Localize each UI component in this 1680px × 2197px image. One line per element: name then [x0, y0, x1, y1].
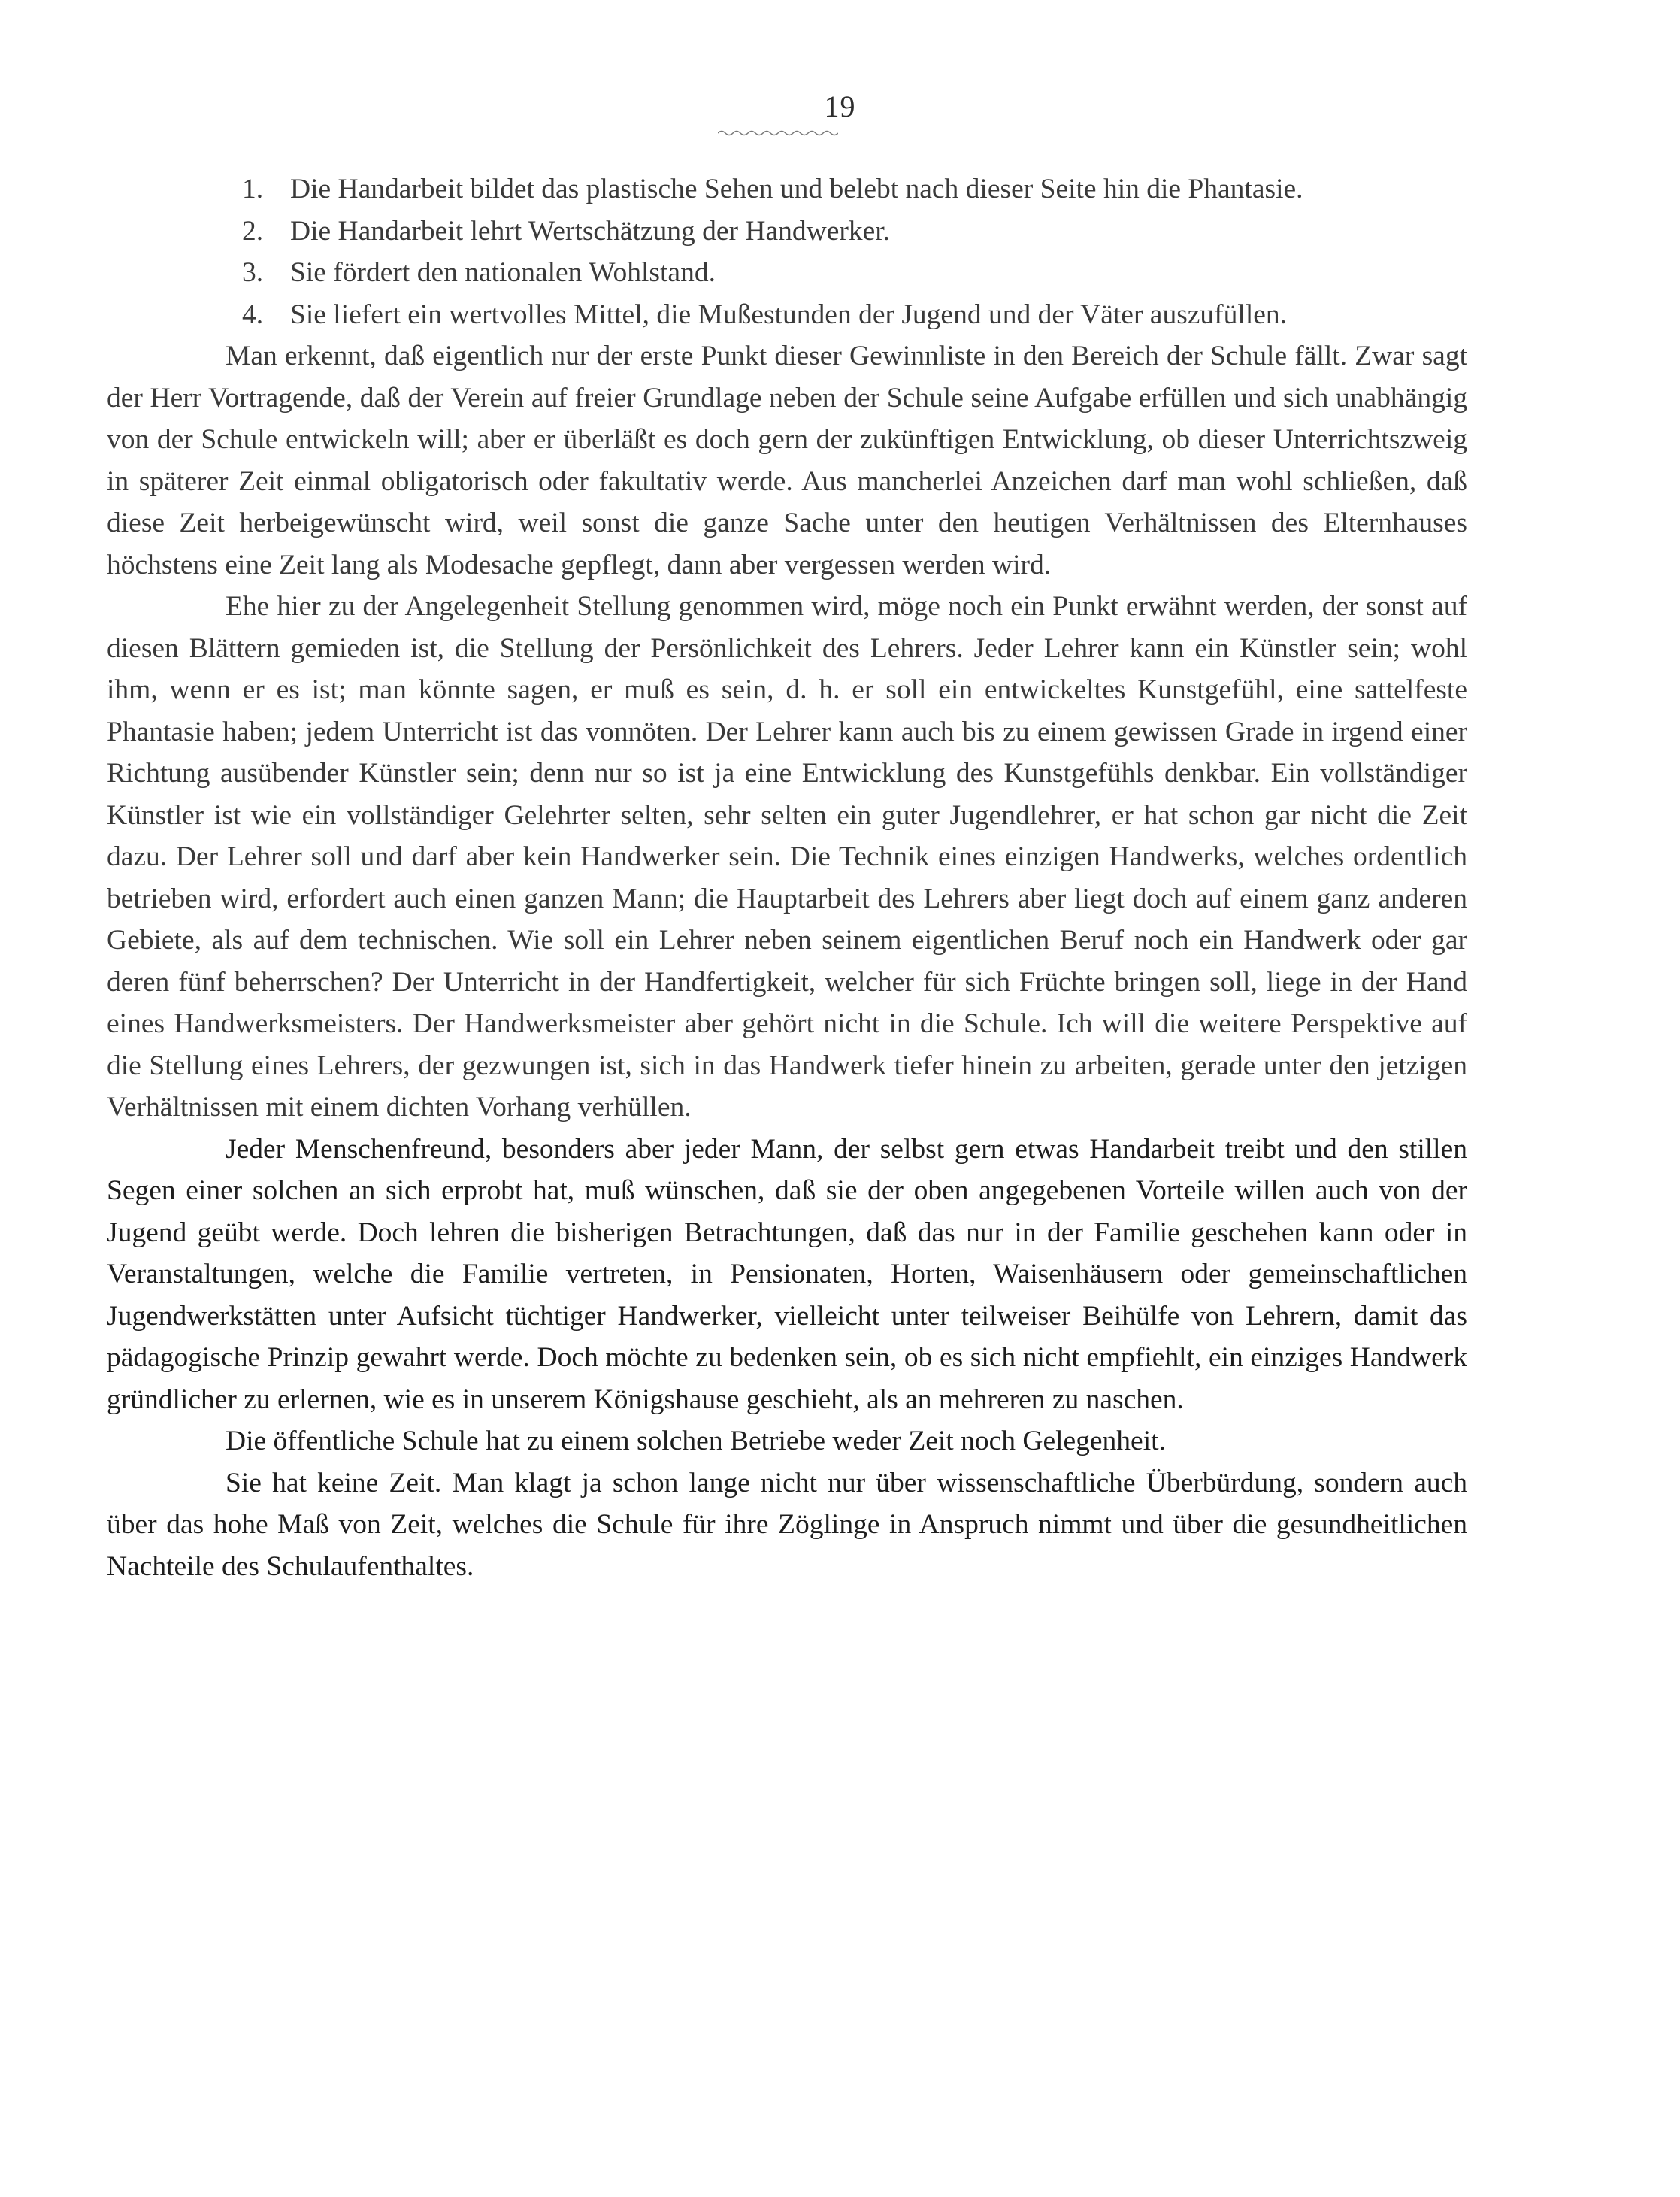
list-item-number: 4. — [242, 298, 264, 330]
list-item — [107, 168, 1467, 211]
list-item-number: 3. — [242, 257, 264, 288]
wavy-ornament-icon — [718, 129, 838, 137]
list-item-text: Die Handarbeit bildet das plastische Sehen und belebt nach dieser Seite hin die Phantasie. — [290, 174, 1303, 205]
paragraph: Die öffentliche Schule hat zu einem solchen Betriebe weder Zeit noch Gelegenheit. — [226, 1426, 1166, 1456]
page-body — [107, 168, 1467, 1587]
list-item-text: Die Handarbeit lehrt Wertschätzung der Handwerker. — [290, 215, 891, 247]
list-item — [107, 252, 1467, 294]
list-item-number: 2. — [242, 215, 264, 247]
page-header — [0, 89, 1680, 124]
list-item-text: Sie fördert den nationalen Wohlstand. — [290, 257, 716, 288]
page-number: 19 — [824, 89, 856, 123]
paragraph: Sie hat keine Zeit. Man klagt ja schon lange nicht nur über wissenschaftliche Überbürdung, sondern auch über das hohe Maß von Zeit, welches die Schule für ihre Zöglinge in Anspruch nimmt und über die gesundheitlichen Nachteile des Schulaufenthaltes. — [107, 1467, 1467, 1582]
list-item-number: 1. — [242, 174, 264, 205]
list-item — [107, 211, 1467, 253]
paragraph: Jeder Menschenfreund, besonders aber jeder Mann, der selbst gern etwas Handarbeit treibt und den stillen Segen einer solchen an sich erprobt hat, muß wünschen, daß sie der oben angegebenen Vorteile willen auch von der Jugend geübt werde. Doch lehren die bisherigen Betrachtungen, daß das nur in der Familie geschehen kann oder in Veranstaltungen, welche die Familie vertreten, in Pensionaten, Horten, Waisenhäusern oder gemeinschaftlichen Jugendwerkstätten unter Aufsicht tüchtiger Handwerker, vielleicht unter teilweiser Beihülfe von Lehrern, damit das pädagogische Prinzip gewahrt werde. Doch möchte zu bedenken sein, ob es sich nicht empfiehlt, ein einziges Handwerk gründlicher zu erlernen, wie es in unserem Königshause geschieht, als an mehreren zu naschen. — [107, 1133, 1467, 1415]
paragraph: Ehe hier zu der Angelegenheit Stellung genommen wird, möge noch ein Punkt erwähnt werden, der sonst auf diesen Blättern gemieden ist, die Stellung der Persönlichkeit des Lehrers. Jeder Lehrer kann ein Künstler sein; wohl ihm, wenn er es ist; man könnte sagen, er muß es sein, d. h. er soll ein entwickeltes Kunstgefühl, eine sattelfeste Phantasie haben; jedem Unterricht ist das vonnöten. Der Lehrer kann auch bis zu einem gewissen Grade in irgend einer Richtung ausübender Künstler sein; denn nur so ist ja eine Entwicklung des Kunstgefühls denkbar. Ein vollständiger Künstler ist wie ein vollständiger Gelehrter selten, sehr selten ein guter Jugendlehrer, er hat schon gar nicht die Zeit dazu. Der Lehrer soll und darf aber kein Handwerker sein. Die Technik eines einzigen Handwerks, welches ordentlich betrieben wird, erfordert auch einen ganzen Mann; die Hauptarbeit des Lehrers aber liegt doch auf einem ganz anderen Gebiete, als auf dem technischen. Wie soll ein Lehrer neben seinem eigentlichen Beruf noch ein Handwerk oder gar deren fünf beherrschen? Der Unterricht in der Handfertigkeit, welcher für sich Früchte bringen soll, liege in der Hand eines Handwerksmeisters. Der Handwerksmeister aber gehört nicht in die Schule. Ich will die weitere Perspektive auf die Stellung eines Lehrers, der gezwungen ist, sich in das Handwerk tiefer hinein zu arbeiten, gerade unter den jetzigen Verhältnissen mit einem dichten Vorhang verhüllen. — [107, 591, 1467, 1123]
paragraph: Man erkennt, daß eigentlich nur der erste Punkt dieser Gewinnliste in den Bereich der Schule fällt. Zwar sagt der Herr Vortragende, daß der Verein auf freier Grundlage neben der Schule seine Aufgabe erfüllen und sich unabhängig von der Schule entwickeln will; aber er überläßt es doch gern der zukünftigen Entwicklung, ob dieser Unterrichtszweig in späterer Zeit einmal obligatorisch oder fakultativ werde. Aus mancherlei Anzeichen darf man wohl schließen, daß diese Zeit herbeigewünscht wird, weil sonst die ganze Sache unter den heutigen Verhältnissen des Elternhauses höchstens eine Zeit lang als Modesache gepflegt, dann aber vergessen werden wird. — [107, 341, 1467, 580]
list-item — [107, 294, 1467, 336]
list-item-text: Sie liefert ein wertvolles Mittel, die Mußestunden der Jugend und der Väter auszufüllen. — [290, 298, 1288, 330]
